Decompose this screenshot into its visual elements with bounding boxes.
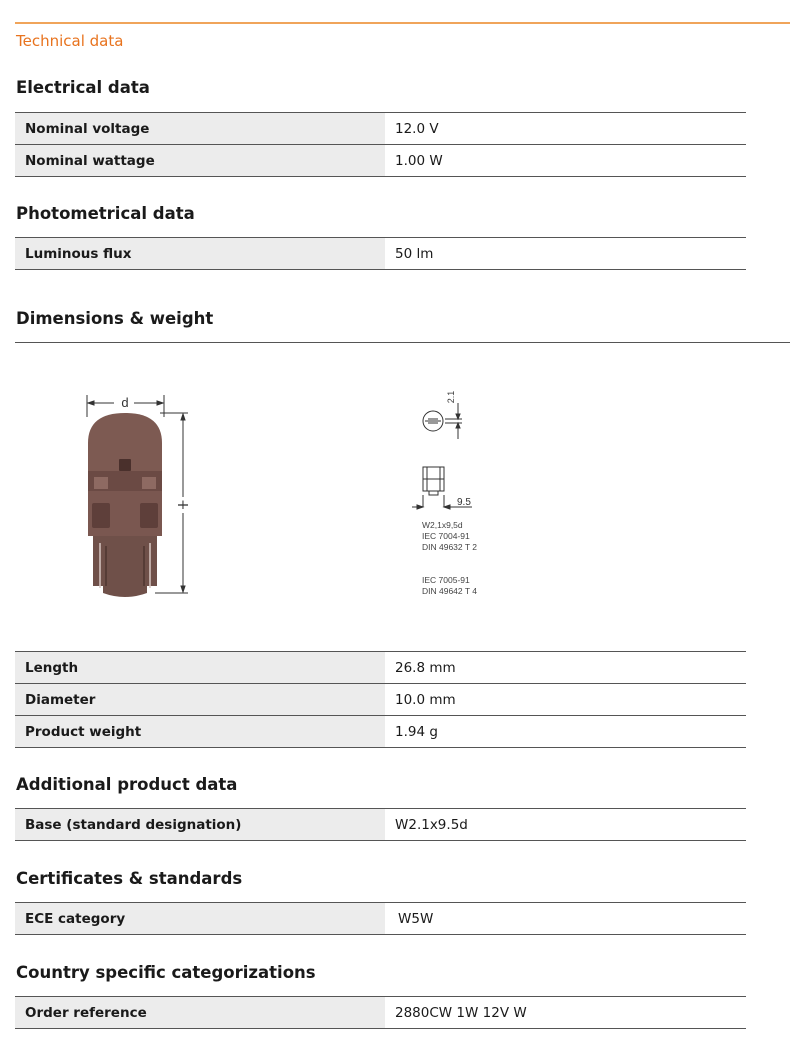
row-label-product-weight: Product weight [15, 716, 385, 747]
row-value-luminous-flux: 50 lm [395, 245, 434, 262]
dimension-label-l: l [181, 498, 185, 512]
table-row [15, 238, 746, 270]
header-rule [15, 22, 790, 24]
section-title-dimensions: Dimensions & weight [16, 309, 214, 328]
base-drawing [412, 403, 472, 509]
table-row [15, 903, 746, 935]
bulb-body [88, 413, 162, 597]
table-row [15, 997, 746, 1029]
base-spec-2: IEC 7004-91 [422, 531, 470, 541]
table-photometrical [15, 237, 746, 270]
row-label-base: Base (standard designation) [15, 809, 385, 840]
section-title-photometrical: Photometrical data [16, 204, 195, 223]
table-country [15, 996, 746, 1029]
table-additional [15, 808, 746, 841]
table-row [15, 113, 746, 145]
base-spec-3: DIN 49632 T 2 [422, 542, 477, 552]
row-label-nominal-voltage: Nominal voltage [15, 113, 385, 144]
section-title-electrical: Electrical data [16, 78, 150, 97]
row-label-nominal-wattage: Nominal wattage [15, 145, 385, 176]
table-row [15, 145, 746, 177]
table-electrical [15, 112, 746, 177]
section-title-additional: Additional product data [16, 775, 238, 794]
table-certificates [15, 902, 746, 935]
table-row [15, 652, 746, 684]
table-row [15, 684, 746, 716]
base-dim-label-side: 9.5 [457, 497, 471, 508]
row-value-length: 26.8 mm [395, 659, 456, 676]
table-row [15, 809, 746, 841]
row-value-base: W2.1x9.5d [395, 816, 468, 833]
page-title: Technical data [16, 32, 124, 50]
dimension-label-d: d [121, 395, 129, 410]
row-label-luminous-flux: Luminous flux [15, 238, 385, 269]
row-label-diameter: Diameter [15, 684, 385, 715]
row-value-nominal-voltage: 12.0 V [395, 120, 439, 137]
base-spec-4: IEC 7005-91 [422, 575, 470, 585]
row-label-order-reference: Order reference [15, 997, 385, 1028]
base-spec-5: DIN 49642 T 4 [422, 586, 477, 596]
row-value-product-weight: 1.94 g [395, 723, 438, 740]
row-label-length: Length [15, 652, 385, 683]
row-label-ece-category: ECE category [15, 903, 385, 934]
base-dim-label-top: 2.1 [446, 390, 456, 404]
lamp-dimension-drawing [0, 343, 790, 643]
section-title-country: Country specific categorizations [16, 963, 316, 982]
section-title-certificates: Certificates & standards [16, 869, 243, 888]
row-value-order-reference: 2880CW 1W 12V W [395, 1004, 527, 1021]
row-value-ece-category: W5W [398, 910, 434, 927]
table-row [15, 716, 746, 748]
table-dimensions [15, 651, 746, 748]
row-value-diameter: 10.0 mm [395, 691, 456, 708]
base-spec-1: W2,1x9,5d [422, 520, 463, 530]
row-value-nominal-wattage: 1.00 W [395, 152, 443, 169]
